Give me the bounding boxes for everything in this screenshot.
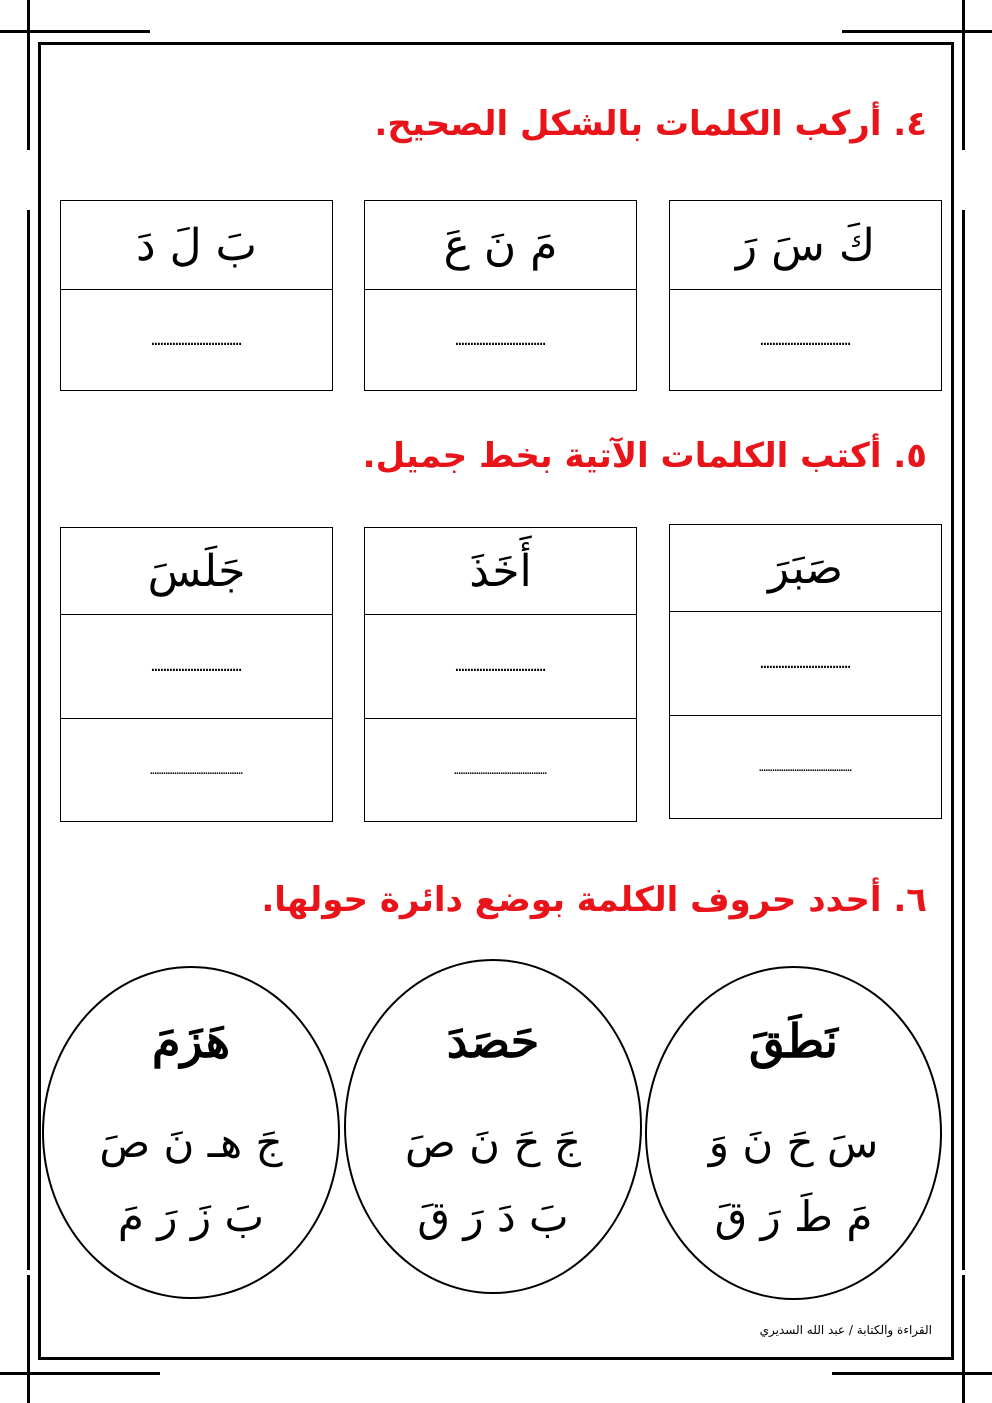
frame-line-top-outer (842, 30, 992, 33)
answer-dots: ………………………… (760, 330, 851, 349)
word-cell: جَلَسَ (61, 528, 332, 615)
section-5-heading: ٥. أكتب الكلمات الآتية بخط جميل. (362, 436, 927, 476)
answer-dots: ………………………… (760, 654, 851, 672)
letter-row[interactable]: جَ حَ نَ صَ (405, 1118, 581, 1167)
word-box-2 (364, 200, 637, 391)
answer-cell[interactable] (61, 289, 332, 390)
circle-word: هَزَمَ (151, 1014, 231, 1068)
write-box-2 (364, 527, 637, 822)
letter-circle-3 (42, 966, 340, 1299)
answer-dots: ………………………… (455, 330, 546, 349)
circle-word: حَصَدَ (446, 1014, 540, 1068)
letter-row[interactable]: بَ زَ رَ مَ (117, 1192, 265, 1241)
answer-dots: ………………………… (455, 657, 546, 675)
answer-cell[interactable] (61, 614, 332, 719)
answer-cell[interactable] (365, 719, 636, 821)
letter-row[interactable]: جَ هـ نَ صَ (99, 1118, 283, 1167)
letters-cell: مَ نَ عَ (365, 201, 636, 290)
letter-circle-2 (344, 959, 642, 1294)
answer-cell[interactable] (670, 716, 941, 818)
frame-line-bottom-outer (832, 1372, 992, 1375)
word-box-3 (60, 200, 333, 391)
section-4-heading: ٤. أركب الكلمات بالشكل الصحيح. (374, 104, 927, 144)
circle-word: نَطَقَ (749, 1014, 838, 1068)
answer-dots: …………………………………… (150, 763, 243, 777)
frame-line-right-outer (962, 0, 965, 150)
answer-dots: …………………………………… (759, 760, 852, 774)
frame-line-left-inner (27, 210, 30, 1270)
write-box-3 (60, 527, 333, 822)
answer-cell[interactable] (365, 614, 636, 719)
word-cell: أَخَذَ (365, 528, 636, 615)
answer-dots: ………………………… (151, 657, 242, 675)
frame-line-left-outer (27, 0, 30, 150)
letter-row[interactable]: سَ حَ نَ وَ (708, 1118, 879, 1167)
letter-row[interactable]: بَ دَ رَ قَ (417, 1192, 569, 1241)
section-6-heading: ٦. أحدد حروف الكلمة بوضع دائرة حولها. (261, 880, 927, 920)
footer-credit: القراءة والكتابة / عبد الله السديري (759, 1323, 932, 1337)
write-box-1 (669, 524, 942, 819)
answer-cell[interactable] (670, 611, 941, 716)
word-box-1 (669, 200, 942, 391)
frame-line-right-inner (962, 210, 965, 1270)
frame-line-left-outer (27, 1275, 30, 1403)
letter-row[interactable]: مَ طَ رَ قَ (714, 1192, 873, 1241)
answer-dots: …………………………………… (454, 763, 547, 777)
letters-cell: كَ سَ رَ (670, 201, 941, 290)
frame-line-right-outer (962, 1275, 965, 1403)
word-cell: صَبَرَ (670, 525, 941, 612)
answer-cell[interactable] (61, 719, 332, 821)
letter-circle-1 (645, 966, 942, 1300)
answer-cell[interactable] (670, 289, 941, 390)
answer-dots: ………………………… (151, 330, 242, 349)
letters-cell: بَ لَ دَ (61, 201, 332, 290)
answer-cell[interactable] (365, 289, 636, 390)
frame-line-top-outer (0, 30, 150, 33)
frame-line-bottom-outer (0, 1372, 160, 1375)
